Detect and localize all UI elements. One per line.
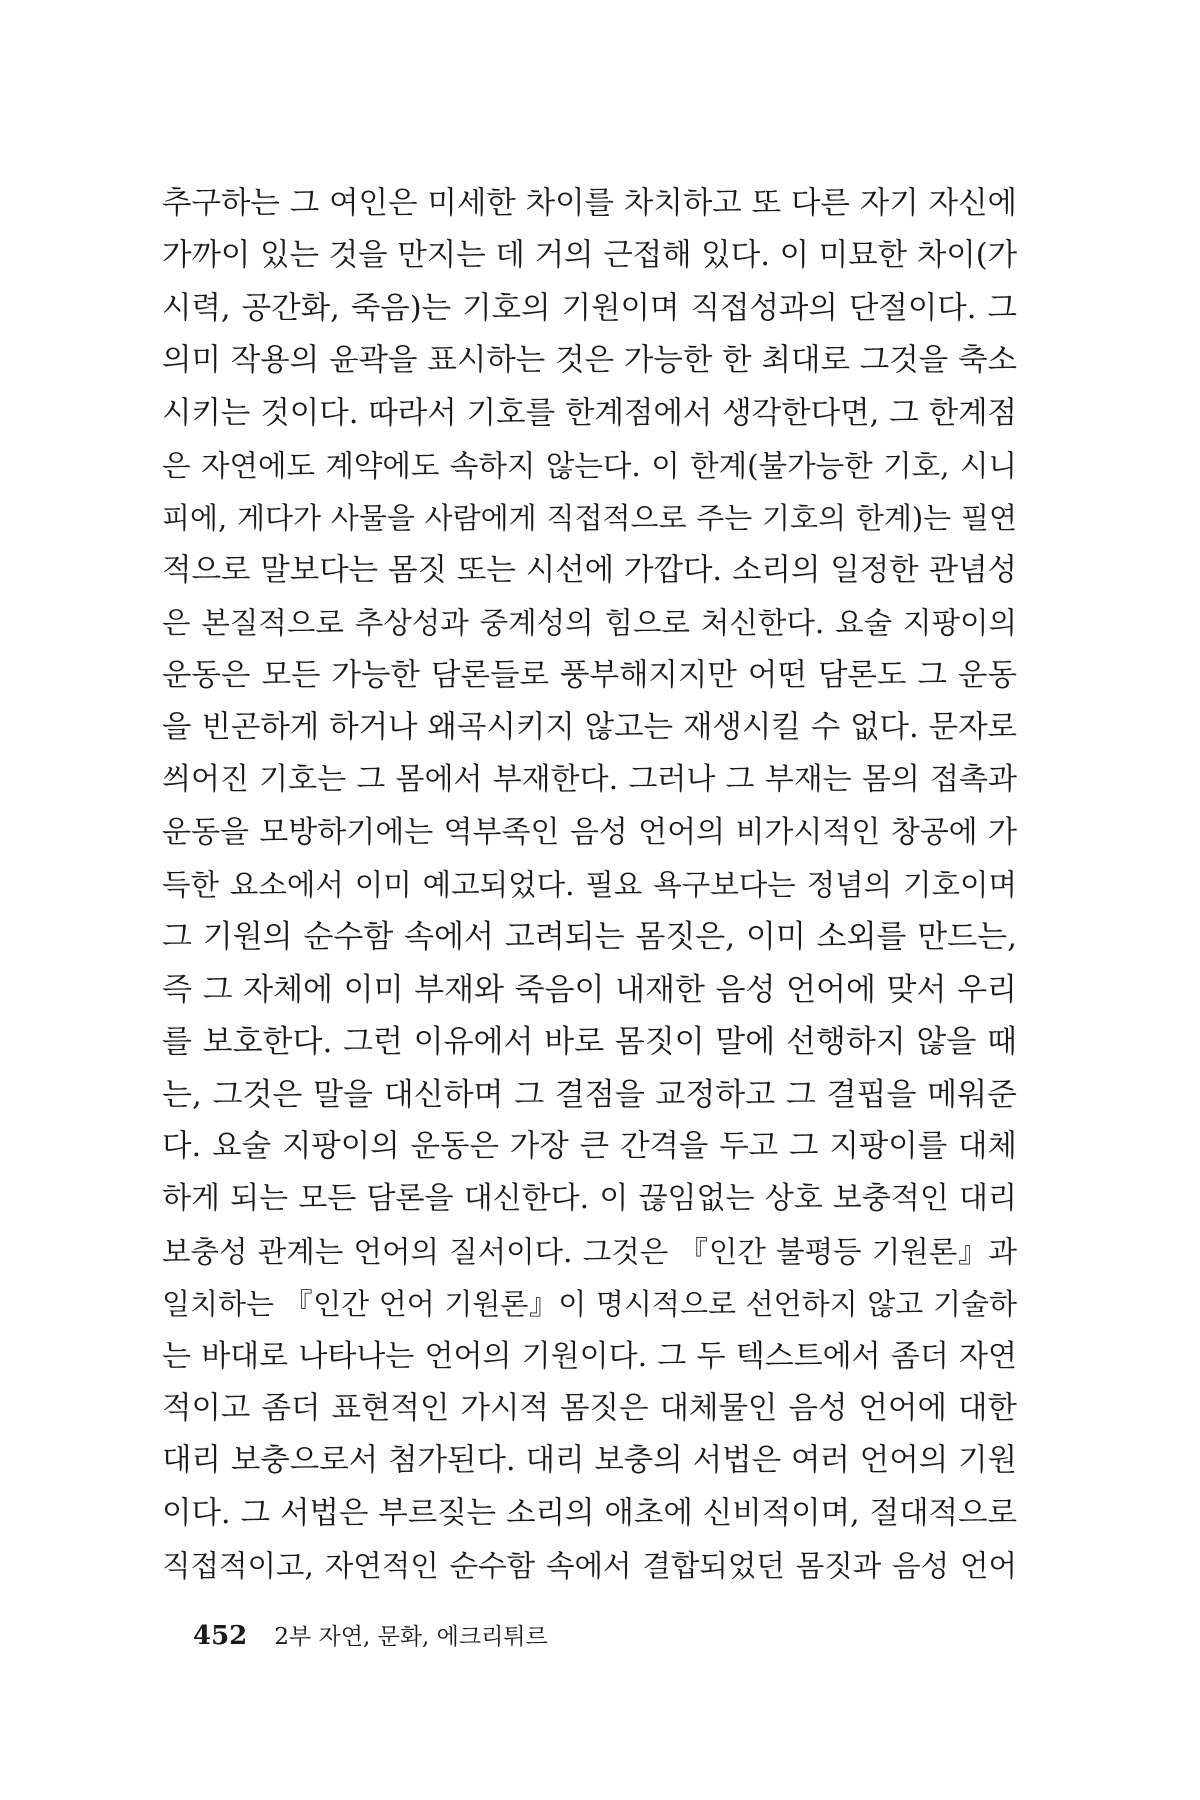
text-line: 즉 그 자체에 이미 부재와 죽음이 내재한 음성 언어에 맞서 우리 [162,971,1017,1008]
text-line: 의미 작용의 윤곽을 표시하는 것은 가능한 한 최대로 그것을 축소 [162,343,1017,379]
text-line: 피에, 게다가 사물을 사람에게 직접적으로 주는 기호의 한계)는 필연 [162,501,1017,536]
text-line: 를 보호한다. 그런 이유에서 바로 몸짓이 말에 선행하지 않을 때 [162,1024,1017,1061]
text-line: 는 바대로 나타나는 언어의 기원이다. 그 두 텍스트에서 좀더 자연 [162,1338,1017,1374]
text-line: 다. 요술 지팡이의 운동은 가장 큰 간격을 두고 그 지팡이를 대체 [162,1129,1017,1165]
text-line: 운동을 모방하기에는 역부족인 음성 언어의 비가시적인 창공에 가 [162,814,1017,850]
text-line: 시키는 것이다. 따라서 기호를 한계점에서 생각한다면, 그 한계점 [162,395,1017,431]
text-line: 그 기원의 순수함 속에서 고려되는 몸짓은, 이미 소외를 만드는, [162,919,1017,956]
text-line: 씌어진 기호는 그 몸에서 부재한다. 그러나 그 부재는 몸의 접촉과 [162,762,1017,798]
text-line: 대리 보충으로서 첨가된다. 대리 보충의 서법은 여러 언어의 기원 [162,1443,1017,1479]
text-line: 을 빈곤하게 하거나 왜곡시키지 않고는 재생시킬 수 없다. 문자로 [162,709,1017,745]
text-line: 시력, 공간화, 죽음)는 기호의 기원이며 직접성과의 단절이다. 그 [162,290,1017,326]
text-line: 은 본질적으로 추상성과 중계성의 힘으로 처신한다. 요술 지팡이의 [162,606,1017,641]
page-footer [193,1616,548,1656]
text-line: 적이고 좀더 표현적인 가시적 몸짓은 대체물인 음성 언어에 대한 [162,1390,1017,1426]
text-line: 득한 요소에서 이미 예고되었다. 필요 욕구보다는 정념의 기호이며 [162,868,1017,903]
text-line: 일치하는 『인간 언어 기원론』이 명시적으로 선언하지 않고 기술하 [162,1287,1017,1322]
text-line: 는, 그것은 말을 대신하며 그 결점을 교정하고 그 결핍을 메워준 [162,1076,1017,1113]
text-line: 가까이 있는 것을 만지는 데 거의 근접해 있다. 이 미묘한 차이(가 [162,238,1018,274]
running-head: 2부 자연, 문화, 에크리튀르 [274,1624,548,1650]
text-line: 운동은 모든 가능한 담론들로 풍부해지지만 어떤 담론도 그 운동 [162,657,1017,693]
body-text [162,178,1017,1593]
text-line: 은 자연에도 계약에도 속하지 않는다. 이 한계(불가능한 기호, 시니 [162,448,1017,483]
text-line: 적으로 말보다는 몸짓 또는 시선에 가깝다. 소리의 일정한 관념성 [162,552,1017,588]
text-line: 이다. 그 서법은 부르짖는 소리의 애초에 신비적이며, 절대적으로 [162,1495,1017,1531]
page-number: 452 [193,1621,248,1651]
text-line: 보충성 관계는 언어의 질서이다. 그것은 『인간 불평등 기원론』과 [162,1234,1017,1269]
text-line: 추구하는 그 여인은 미세한 차이를 차치하고 또 다른 자기 자신에 [162,186,1017,221]
text-line: 직접적이고, 자연적인 순수함 속에서 결합되었던 몸짓과 음성 언어 [162,1549,1017,1584]
text-line: 하게 되는 모든 담론을 대신한다. 이 끊임없는 상호 보충적인 대리 [162,1181,1017,1217]
